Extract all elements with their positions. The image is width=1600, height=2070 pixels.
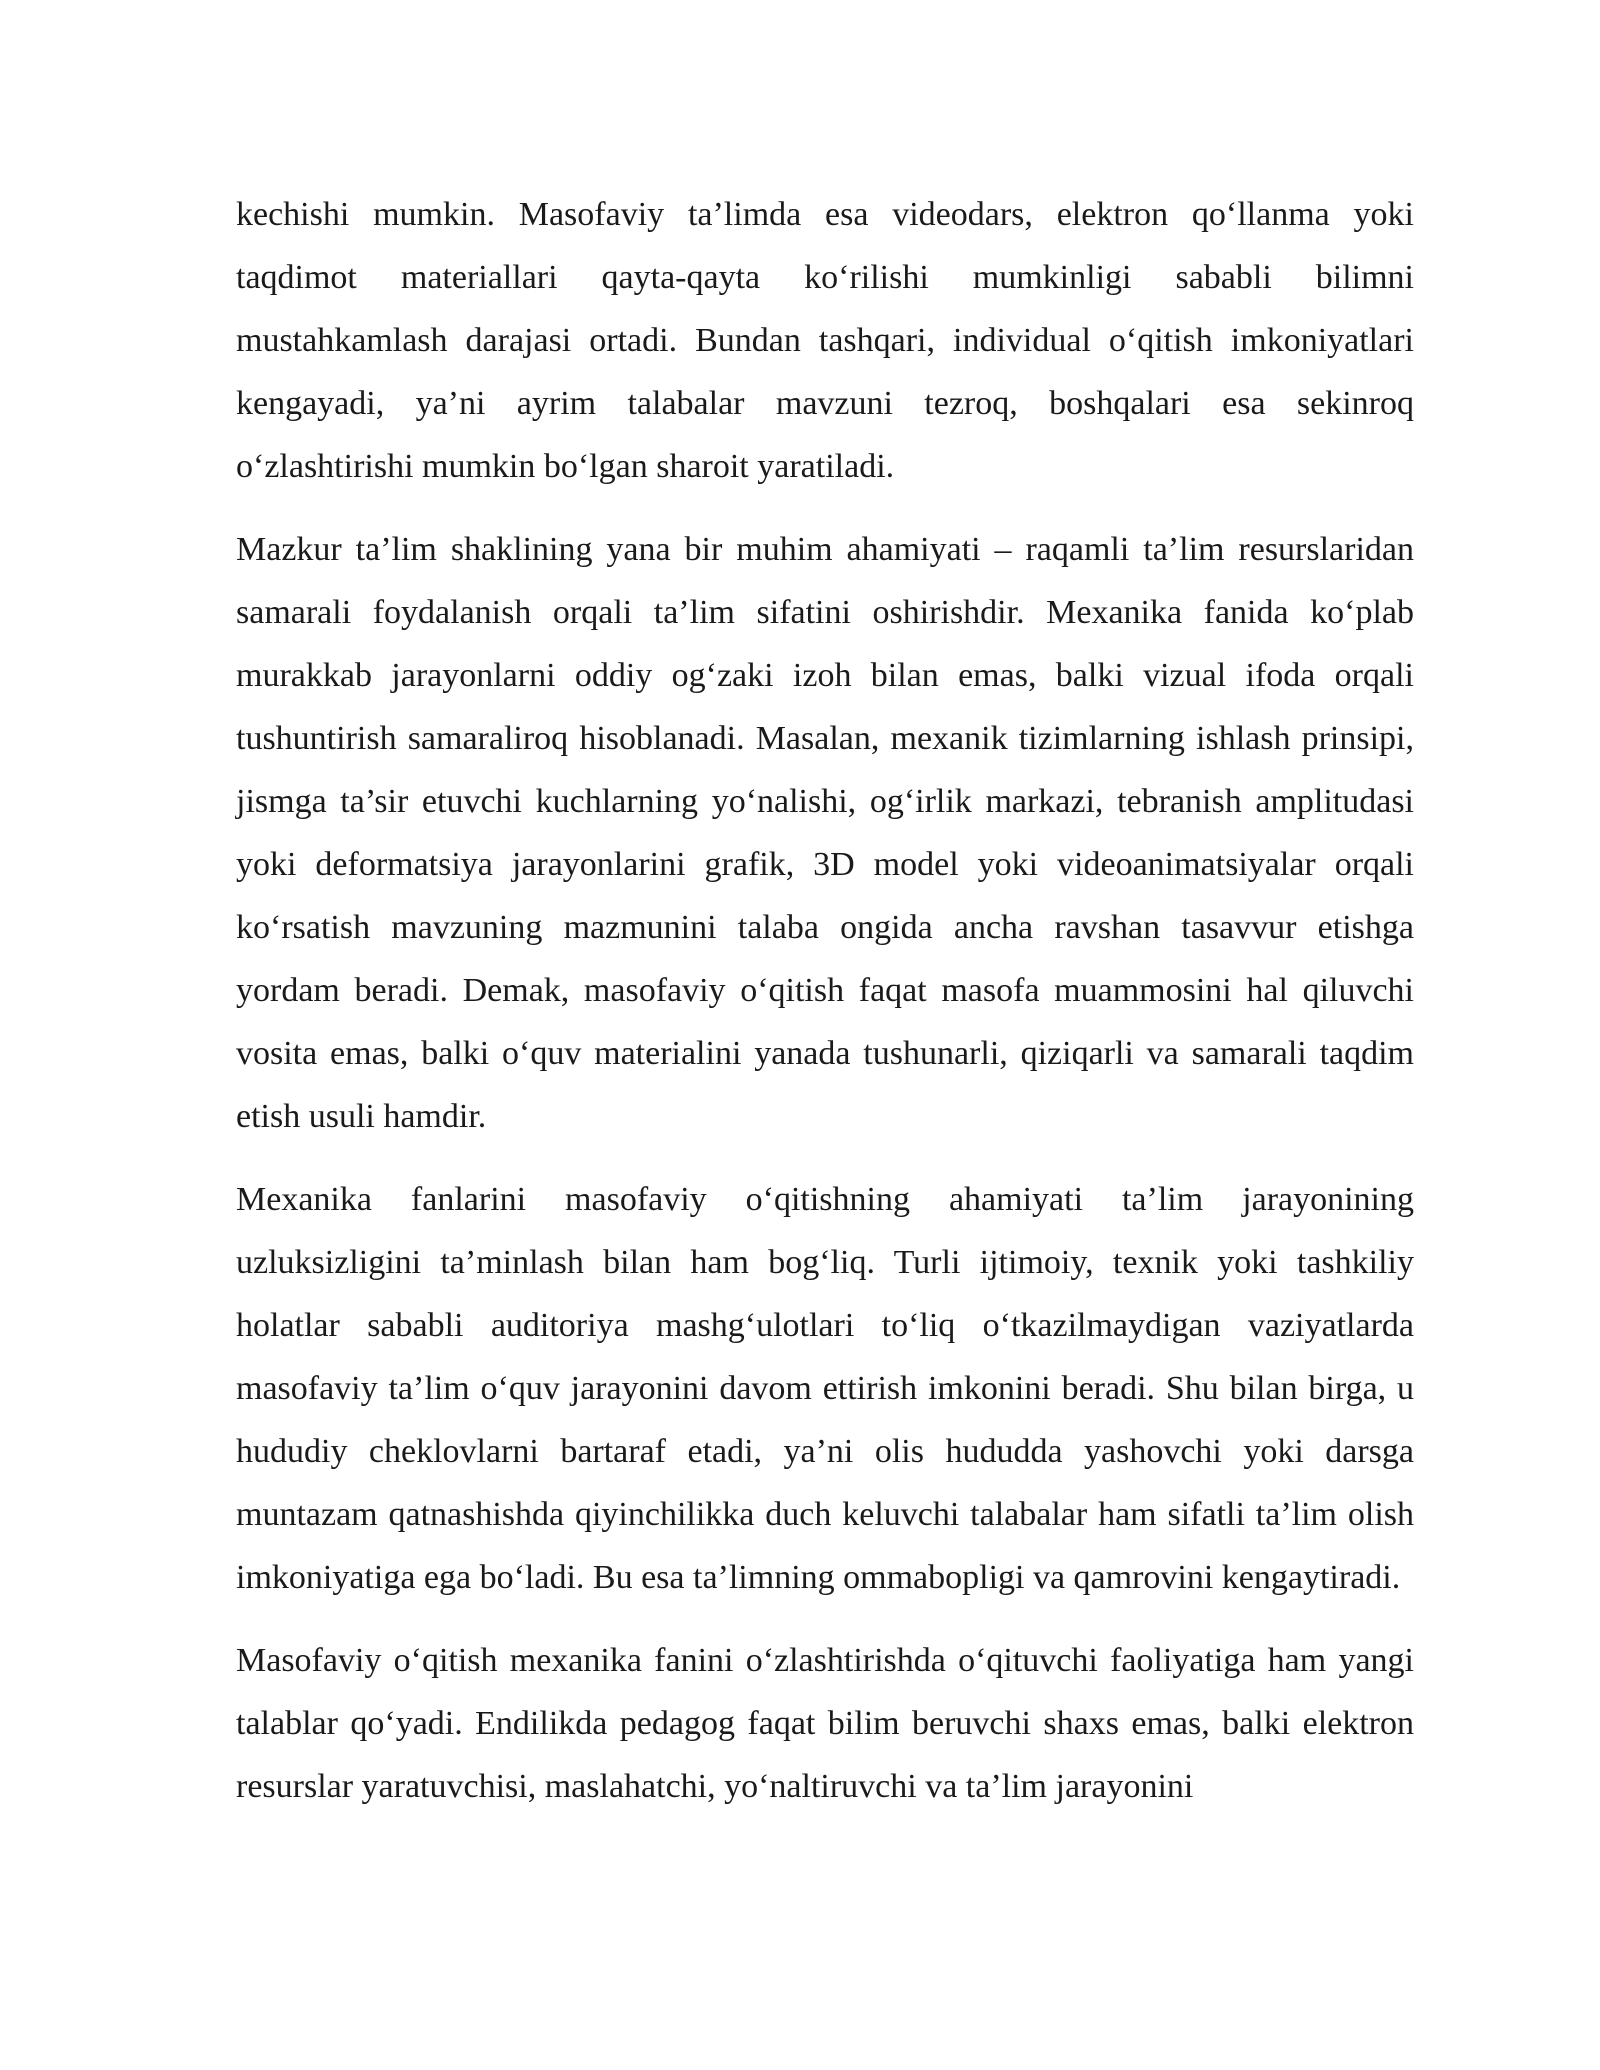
paragraph-4: Masofaviy o‘qitish mexanika fanini o‘zlashtirishda o‘qituvchi faoliyatiga ham yangi talablar qo‘yadi. Endilikda pedagog faqat bilim beruvchi shaxs emas, balki elektron resurslar yaratuvchisi, maslahatchi, yo‘naltiruvchi va ta’lim jarayonini [236,1642,1414,1805]
paragraph-3: Mexanika fanlarini masofaviy o‘qitishning ahamiyati ta’lim jarayonining uzluksizligini ta’minlash bilan ham bog‘liq. Turli ijtimoiy, texnik yoki tashkiliy holatlar sababli auditoriya mashg‘ulotlari to‘liq o‘tkazilmaydigan vaziyatlarda masofaviy ta’lim o‘quv jarayonini davom ettirish imkonini beradi. Shu bilan birga, u hududiy cheklovlarni bartaraf etadi, ya’ni olis hududda yashovchi yoki darsga muntazam qatnashishda qiyinchilikka duch keluvchi talabalar ham sifatli ta’lim olish imkoniyatiga ega bo‘ladi. Bu esa ta’limning ommabopligi va qamrovini kengaytiradi. [236,1181,1414,1596]
document-body [236,183,1414,1818]
paragraph-1: kechishi mumkin. Masofaviy ta’limda esa videodars, elektron qo‘llanma yoki taqdimot materiallari qayta-qayta ko‘rilishi mumkinligi sababli bilimni mustahkamlash darajasi ortadi. Bundan tashqari, individual o‘qitish imkoniyatlari kengayadi, ya’ni ayrim talabalar mavzuni tezroq, boshqalari esa sekinroq o‘zlashtirishi mumkin bo‘lgan sharoit yaratiladi. [236,196,1414,485]
paragraph-2: Mazkur ta’lim shaklining yana bir muhim ahamiyati – raqamli ta’lim resurslaridan samarali foydalanish orqali ta’lim sifatini oshirishdir. Mexanika fanida ko‘plab murakkab jarayonlarni oddiy og‘zaki izoh bilan emas, balki vizual ifoda orqali tushuntirish samaraliroq hisoblanadi. Masalan, mexanik tizimlarning ishlash prinsipi, jismga ta’sir etuvchi kuchlarning yo‘nalishi, og‘irlik markazi, tebranish amplitudasi yoki deformatsiya jarayonlarini grafik, 3D model yoki videoanimatsiyalar orqali ko‘rsatish mavzuning mazmunini talaba ongida ancha ravshan tasavvur etishga yordam beradi. Demak, masofaviy o‘qitish faqat masofa muammosini hal qiluvchi vosita emas, balki o‘quv materialini yanada tushunarli, qiziqarli va samarali taqdim etish usuli hamdir. [236,531,1414,1135]
